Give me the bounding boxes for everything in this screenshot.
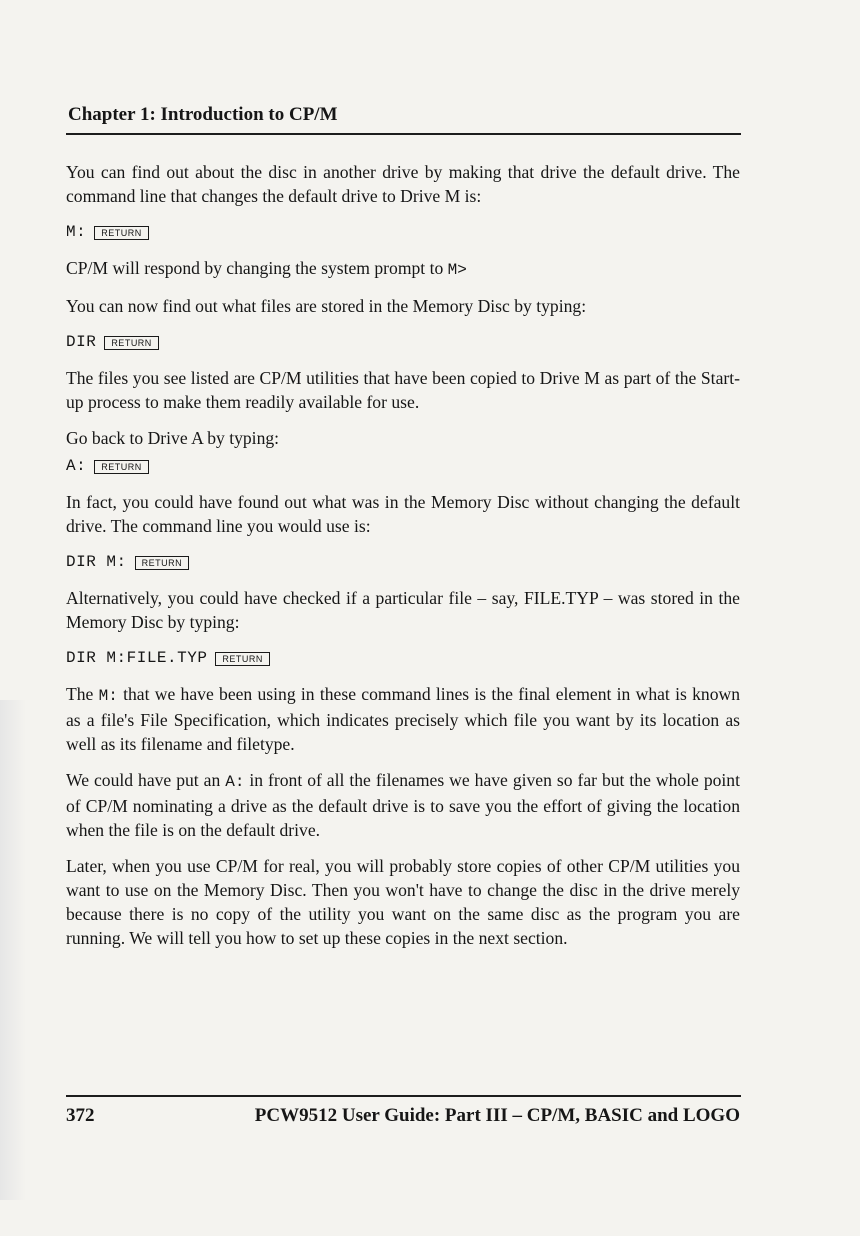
paragraph-default-drive	[66, 768, 740, 842]
paragraph-text: in front of all the filenames we have given so far but the whole point of CP/M nominating a drive as the default drive is to save you the effort of giving the location when the file is on the default drive.	[66, 770, 740, 840]
inline-code: M>	[447, 261, 467, 279]
header-rule	[66, 133, 741, 135]
inline-code: M:	[98, 687, 118, 705]
paragraph-text: that we have been using in these command lines is the final element in what is known as a file's File Specification, which indicates precisely which file you want by its location as well as its filename and filetype.	[66, 684, 740, 754]
return-key-icon: RETURN	[94, 226, 149, 240]
paragraph-go-back: Go back to Drive A by typing:	[66, 428, 280, 448]
chapter-header: Chapter 1: Introduction to CP/M	[68, 104, 338, 125]
paragraph-find-files: You can now find out what files are stored in the Memory Disc by typing:	[66, 296, 587, 316]
command-text: DIR	[66, 333, 97, 351]
command-text: M:	[66, 223, 87, 241]
paragraph-intro: You can find out about the disc in another drive by making that drive the default drive. The command line that changes the default drive to Drive M is:	[66, 162, 740, 206]
paragraph-text: CP/M will respond by changing the system prompt to	[66, 258, 448, 278]
command-text: DIR M:	[66, 553, 127, 571]
paragraph-text: The	[66, 684, 99, 704]
paragraph-files-listed: The files you see listed are CP/M utilities that have been copied to Drive M as part of the Start-up process to make them readily available for use.	[66, 368, 740, 412]
command-text: DIR M:FILE.TYP	[66, 649, 208, 667]
command-text: A:	[66, 457, 87, 475]
return-key-icon: RETURN	[94, 460, 149, 474]
footer-rule	[66, 1095, 741, 1097]
book-title: PCW9512 User Guide: Part III – CP/M, BASIC and LOGO	[254, 1105, 740, 1126]
command-line-dir	[66, 330, 740, 354]
paragraph-alternatively: Alternatively, you could have checked if a particular file – say, FILE.TYP – was stored in the Memory Disc by typing:	[66, 588, 740, 632]
inline-code: A:	[225, 773, 245, 791]
body-text	[66, 160, 740, 962]
paragraph-text: We could have put an	[66, 770, 226, 790]
command-line-dir-file	[66, 646, 740, 670]
command-line-a	[66, 454, 740, 478]
return-key-icon: RETURN	[215, 652, 270, 666]
page-number: 372	[66, 1105, 95, 1126]
paragraph-file-spec	[66, 682, 740, 756]
page-edge-shadow	[0, 700, 26, 1200]
command-line-dir-m	[66, 550, 740, 574]
command-line-m	[66, 220, 740, 244]
paragraph-prompt	[66, 256, 740, 282]
return-key-icon: RETURN	[135, 556, 190, 570]
return-key-icon: RETURN	[104, 336, 159, 350]
paragraph-in-fact: In fact, you could have found out what was in the Memory Disc without changing the default drive. The command line you would use is:	[66, 492, 740, 536]
paragraph-later: Later, when you use CP/M for real, you will probably store copies of other CP/M utilities you want to use on the Memory Disc. Then you won't have to change the disc in the drive merely because there is no copy of the utility you want on the same disc as the program you are running. We will tell you how to set up these copies in the next section.	[66, 856, 740, 948]
